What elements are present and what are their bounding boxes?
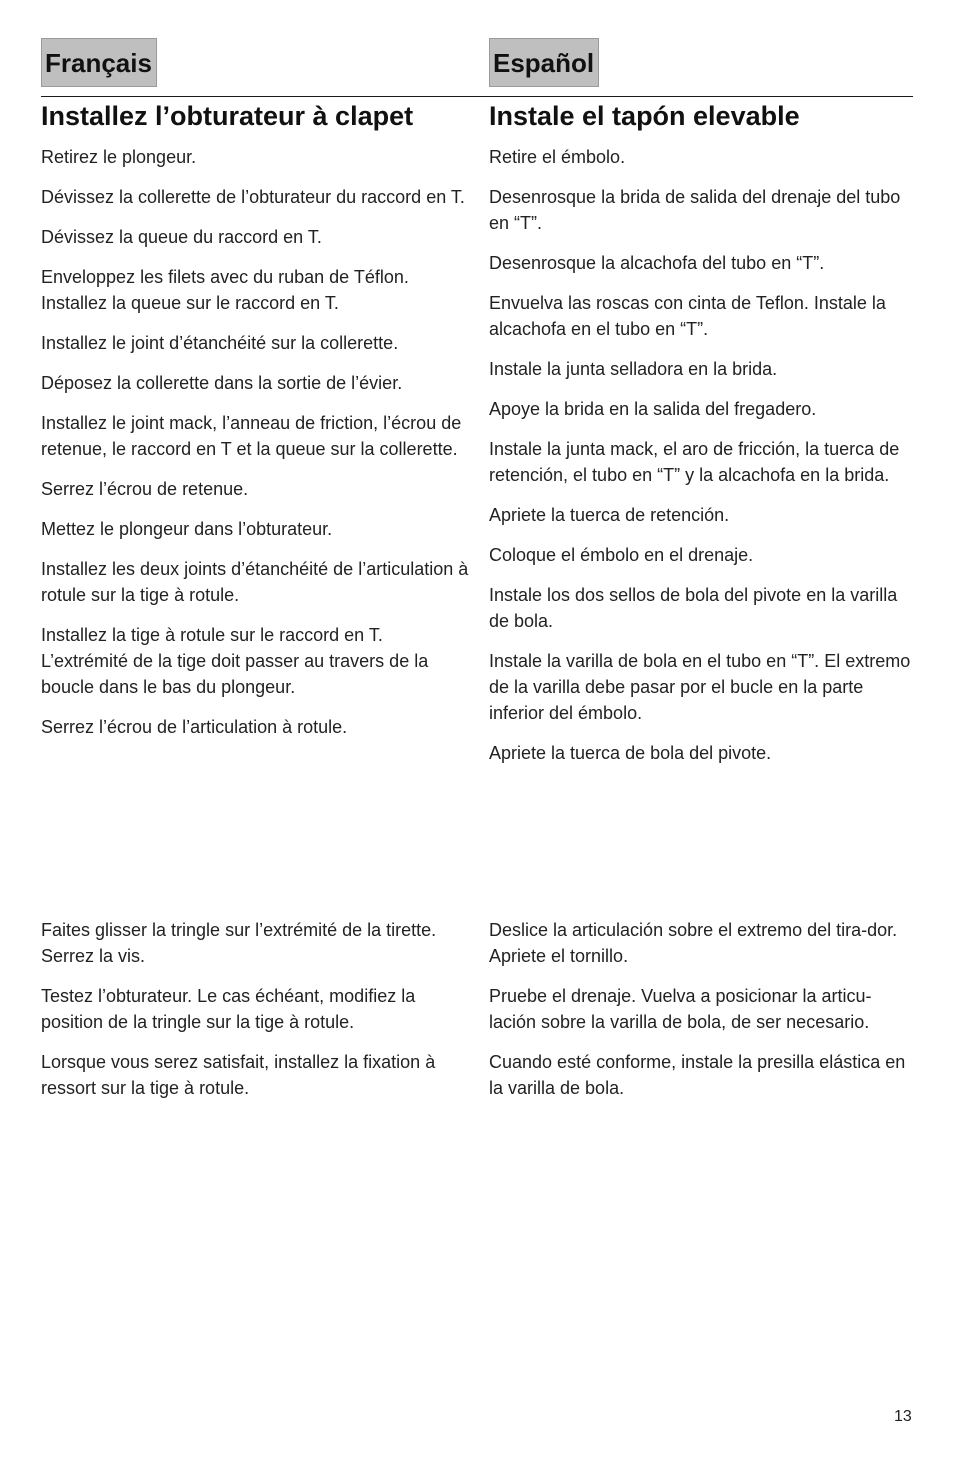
step-text: Apriete la tuerca de retención. [489, 505, 730, 525]
step-text: Instale la junta mack, el aro de fricción, la tuerca de retención, el tubo en “T” y la alcachofa en la brida. [489, 439, 900, 485]
french-column [41, 0, 469, 1475]
french-steps-2 [41, 917, 469, 1115]
step-text: Retirez le plongeur. [41, 147, 197, 167]
step-text: Faites glisser la tringle sur l’extrémité de la tirette. Serrez la vis. [41, 920, 437, 966]
step-text: Dévissez la queue du raccord en T. [41, 227, 322, 247]
step-text: Desenrosque la brida de salida del drenaje del tubo en “T”. [489, 187, 901, 233]
step-text: Installez les deux joints d’étanchéité de l’articulation à rotule sur la tige à rotule. [41, 559, 469, 605]
step-text: Deslice la articulación sobre el extremo del tira-dor. Apriete el tornillo. [489, 920, 898, 966]
spanish-steps-2 [489, 917, 917, 1115]
step-text: Installez le joint mack, l’anneau de friction, l’écrou de retenue, le raccord en T et la queue sur la collerette. [41, 413, 462, 459]
section-title-spanish: Instale el tapón elevable [489, 101, 800, 131]
french-steps [41, 144, 469, 754]
page-number: 13 [894, 1408, 912, 1425]
step-text: Pruebe el drenaje. Vuelva a posicionar la articu-lación sobre la varilla de bola, de ser necesario. [489, 986, 872, 1032]
step-text: Serrez l’écrou de retenue. [41, 479, 249, 499]
section-title-french: Installez l’obturateur à clapet [41, 101, 414, 131]
step-text: Apoye la brida en la salida del fregadero. [489, 399, 817, 419]
step-text: Installez le joint d’étanchéité sur la collerette. [41, 333, 399, 353]
spanish-steps [489, 144, 917, 780]
language-tab-spanish: Español [489, 38, 599, 87]
step-text: Dévissez la collerette de l’obturateur du raccord en T. [41, 187, 465, 207]
step-text: Desenrosque la alcachofa del tubo en “T”. [489, 253, 825, 273]
step-text: Retire el émbolo. [489, 147, 626, 167]
step-text: Coloque el émbolo en el drenaje. [489, 545, 754, 565]
step-text: Lorsque vous serez satisfait, installez la fixation à ressort sur la tige à rotule. [41, 1052, 436, 1098]
step-text: Cuando esté conforme, instale la presilla elástica en la varilla de bola. [489, 1052, 906, 1098]
step-text: Installez la tige à rotule sur le raccord en T. L’extrémité de la tige doit passer au travers de la boucle dans le bas du plongeur. [41, 625, 429, 697]
step-text: Instale los dos sellos de bola del pivote en la varilla de bola. [489, 585, 898, 631]
step-text: Enveloppez les filets avec du ruban de Téflon. Installez la queue sur le raccord en T. [41, 267, 409, 313]
step-text: Apriete la tuerca de bola del pivote. [489, 743, 772, 763]
step-text: Mettez le plongeur dans l’obturateur. [41, 519, 333, 539]
step-text: Instale la junta selladora en la brida. [489, 359, 778, 379]
spanish-column [489, 0, 917, 1475]
step-text: Déposez la collerette dans la sortie de l’évier. [41, 373, 403, 393]
step-text: Serrez l’écrou de l’articulation à rotule. [41, 717, 348, 737]
language-tab-french: Français [41, 38, 157, 87]
step-text: Envuelva las roscas con cinta de Teflon. Instale la alcachofa en el tubo en “T”. [489, 293, 886, 339]
step-text: Testez l’obturateur. Le cas échéant, modifiez la position de la tringle sur la tige à rotule. [41, 986, 416, 1032]
step-text: Instale la varilla de bola en el tubo en “T”. El extremo de la varilla debe pasar por el bucle en la parte inferior del émbolo. [489, 651, 911, 723]
